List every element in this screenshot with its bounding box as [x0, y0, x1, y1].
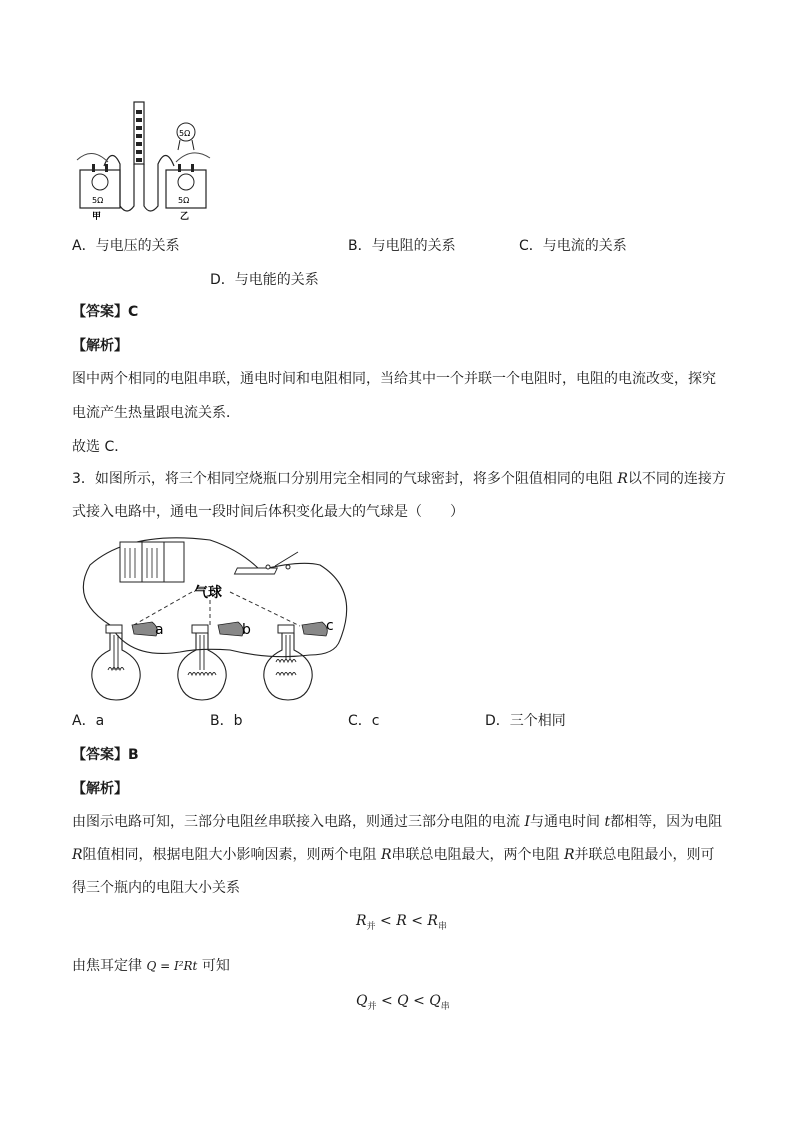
symbol-q: Q: [397, 993, 409, 1009]
symbol-r: R: [356, 913, 367, 929]
q3-option-d: D．三个相同: [485, 713, 566, 729]
q2-option-c: C．与电流的关系: [519, 238, 627, 254]
label-right: 乙: [180, 212, 190, 222]
subscript-series: 串: [440, 1001, 450, 1012]
q2-conclusion: 故选 C．: [72, 439, 129, 455]
q3-analysis-line-3: 得三个瓶内的电阻大小关系: [72, 880, 240, 896]
less-than: <: [406, 913, 428, 929]
resistor-left-label: 5Ω: [92, 196, 104, 205]
less-than: <: [375, 913, 397, 929]
figure-u-tube-apparatus: [72, 98, 217, 223]
q3-stem-r: R: [617, 471, 628, 487]
label-left: 甲: [92, 212, 102, 222]
symbol-r: R: [564, 847, 575, 863]
q3-stem-text-b: 以不同的连接方: [627, 471, 726, 487]
q3-stem-line-1: [72, 469, 726, 489]
subscript-parallel: 并: [366, 921, 376, 932]
resistor-top-label: 5Ω: [179, 129, 191, 138]
q3-stem-text-a: 3．如图所示，将三个相同空烧瓶口分别用完全相同的气球密封，将多个阻值相同的电阻: [72, 471, 618, 487]
q2-answer: 【答案】C: [72, 304, 139, 320]
flask-label-a: a: [155, 622, 164, 638]
q3-option-c: C．c: [348, 713, 380, 729]
symbol-i: I: [524, 814, 530, 830]
less-than: <: [408, 993, 430, 1009]
q3-analysis-line-1: [72, 812, 722, 832]
resistance-inequality: [356, 913, 447, 932]
q3-analysis-line-2: [72, 845, 715, 865]
q2-analysis-line-2: 电流产生热量跟电流关系．: [72, 405, 240, 421]
q3-analysis-title: 【解析】: [72, 781, 128, 797]
q3-option-a: A．a: [72, 713, 105, 729]
q3-analysis-text: 由焦耳定律: [72, 958, 147, 974]
q3-analysis-text: 可知: [197, 958, 230, 974]
subscript-series: 串: [437, 921, 447, 932]
q3-analysis-text: 并联总电阻最小，则可: [574, 847, 715, 863]
symbol-r: R: [72, 847, 83, 863]
heat-inequality: [356, 993, 450, 1012]
q2-option-b: B．与电阻的关系: [348, 238, 456, 254]
q2-analysis-title: 【解析】: [72, 338, 128, 354]
q2-option-a: A．与电压的关系: [72, 238, 180, 254]
flask-label-c: c: [326, 618, 334, 634]
less-than: <: [376, 993, 398, 1009]
subscript-parallel: 并: [367, 1001, 377, 1012]
balloon-label: 气球: [194, 585, 222, 601]
joule-law-formula: Q = I²Rt: [146, 959, 198, 973]
q3-answer: 【答案】B: [72, 747, 139, 763]
flask-circuit-diagram: [70, 530, 360, 710]
symbol-t: t: [604, 814, 611, 830]
q3-analysis-text: 由图示电路可知，三部分电阻丝串联接入电路，则通过三部分电阻的电流: [72, 814, 525, 830]
figure-flask-circuit: [70, 530, 360, 710]
u-tube-diagram: [72, 98, 217, 223]
q3-analysis-line-4: [72, 956, 230, 976]
q3-analysis-text: 串联总电阻最大，两个电阻: [391, 847, 564, 863]
q2-option-d: D．与电能的关系: [210, 272, 319, 288]
symbol-q: Q: [429, 993, 441, 1009]
q3-analysis-text: 都相等，因为电阻: [610, 814, 723, 830]
symbol-r: R: [381, 847, 392, 863]
resistor-right-label: 5Ω: [178, 196, 190, 205]
q3-analysis-text: 阻值相同，根据电阻大小影响因素，则两个电阻: [82, 847, 381, 863]
flask-label-b: b: [242, 622, 251, 638]
q3-analysis-text: 与通电时间: [529, 814, 605, 830]
symbol-q: Q: [356, 993, 368, 1009]
q2-analysis-line-1: 图中两个相同的电阻串联，通电时间和电阻相同，当给其中一个并联一个电阻时，电阻的电流改变，探究: [72, 371, 716, 387]
q3-stem-line-2: 式接入电路中，通电一段时间后体积变化最大的气球是（ ）: [72, 504, 464, 520]
q3-option-b: B．b: [210, 713, 243, 729]
symbol-r: R: [427, 913, 438, 929]
symbol-r: R: [396, 913, 407, 929]
